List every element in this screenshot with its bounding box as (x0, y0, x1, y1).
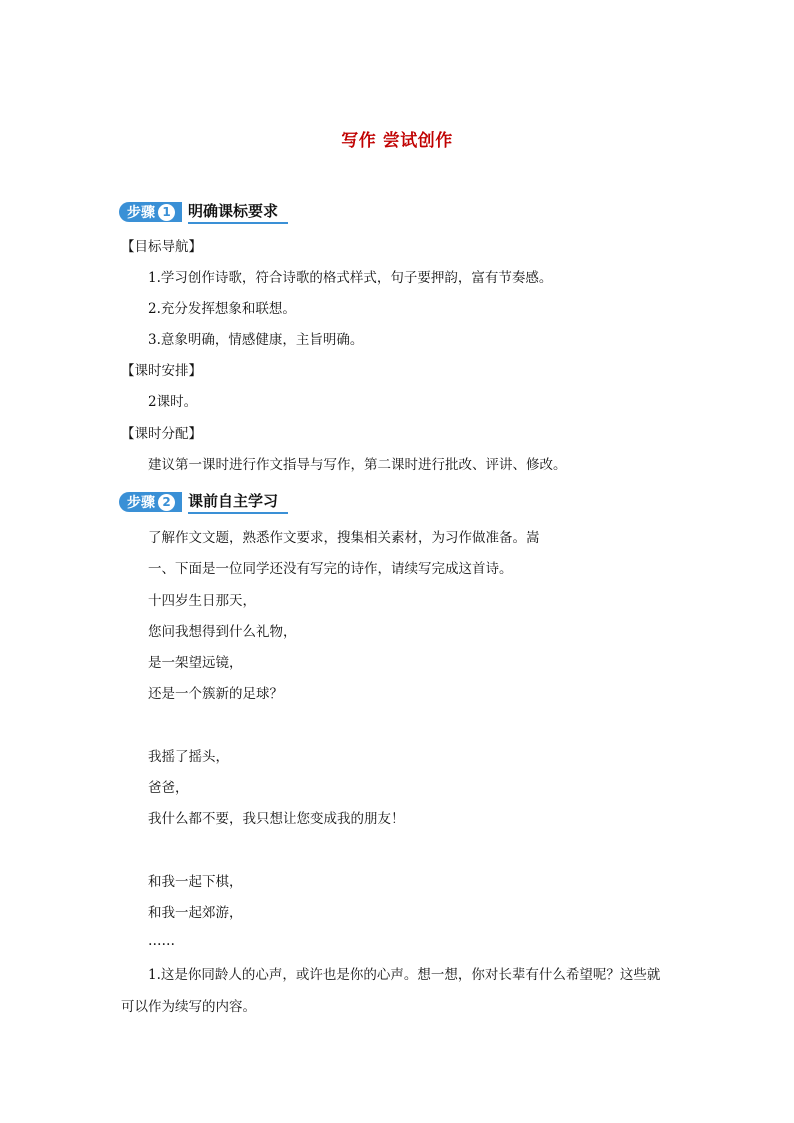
allocation-header: 【课时分配】 (121, 426, 202, 442)
goal-item-2: 2.充分发挥想象和联想。 (148, 301, 296, 317)
poem-line: 和我一起下棋， (148, 874, 243, 890)
poem-ellipsis: …… (148, 933, 175, 949)
step-2-label: 步骤 (127, 495, 155, 511)
schedule-header: 【课时安排】 (121, 363, 202, 379)
poem-line: 和我一起郊游， (148, 905, 243, 921)
poem-line: 您问我想得到什么礼物， (148, 624, 297, 640)
step-1-label: 步骤 (127, 205, 155, 221)
poem-line: 我摇了摇头， (148, 749, 229, 765)
step-2-badge (119, 492, 182, 512)
step-1-header (119, 200, 288, 224)
task-text: 一、下面是一位同学还没有写完的诗作，请续写完成这首诗。 (148, 561, 513, 577)
goal-item-3: 3.意象明确，情感健康，主旨明确。 (148, 332, 364, 348)
poem-line: 还是一个簇新的足球？ (148, 686, 283, 702)
goal-item-1: 1.学习创作诗歌，符合诗歌的格式样式，句子要押韵，富有节奏感。 (148, 270, 553, 286)
page-title: 写作 尝试创作 (341, 131, 453, 151)
note-text-line-2: 可以作为续写的内容。 (121, 999, 256, 1015)
step-2-header (119, 490, 288, 514)
step-1-number: 1 (158, 204, 175, 221)
schedule-text: 2课时。 (148, 394, 198, 410)
allocation-text: 建议第一课时进行作文指导与写作，第二课时进行批改、评讲、修改。 (148, 457, 567, 473)
note-text-line-1: 1.这是你同龄人的心声，或许也是你的心声。想一想，你对长辈有什么希望呢？这些就 (148, 967, 661, 983)
poem-line: 是一架望远镜， (148, 655, 243, 671)
poem-line: 十四岁生日那天， (148, 593, 256, 609)
intro-text: 了解作文文题，熟悉作文要求，搜集相关素材，为习作做准备。嵩 (148, 530, 540, 546)
step-2-heading: 课前自主学习 (188, 491, 288, 514)
poem-line: 我什么都不要，我只想让您变成我的朋友！ (148, 811, 405, 827)
poem-line: 爸爸， (148, 780, 189, 796)
step-2-number: 2 (158, 494, 175, 511)
goal-header: 【目标导航】 (121, 239, 202, 255)
step-1-heading: 明确课标要求 (188, 201, 288, 224)
step-1-badge (119, 202, 182, 222)
